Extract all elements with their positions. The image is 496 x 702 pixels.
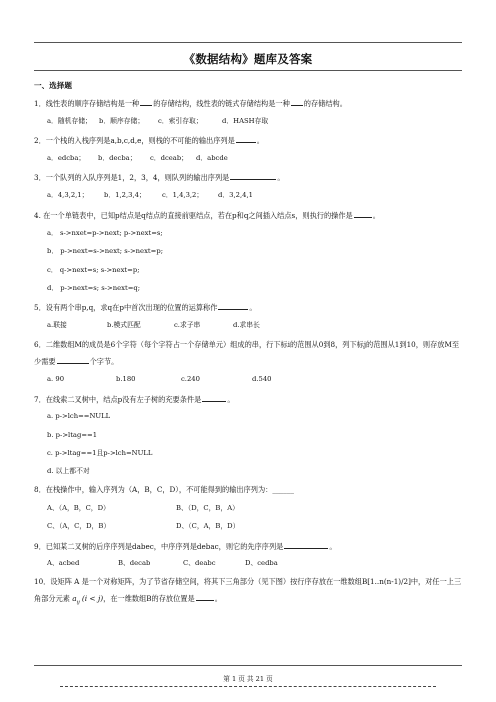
q1-option-d: d．HASH存取 bbox=[222, 117, 269, 125]
q7-option-a: a. p->lch==NULL bbox=[47, 412, 111, 420]
page-number: 第 1 页 共 21 页 bbox=[223, 675, 273, 683]
answer-blank bbox=[218, 301, 248, 310]
question-2: 2．一个栈的入栈序列是a,b,c,d,e，则栈的不可能的输出序列是 。 bbox=[34, 136, 264, 145]
q5-option-c: c.求子串 bbox=[174, 321, 201, 329]
q9-option-a: A、acbed bbox=[47, 559, 80, 567]
q5-option-d: d.求串长 bbox=[233, 321, 260, 329]
answer-blank bbox=[291, 97, 303, 106]
q8-option-a: A、（A，B，C，D） bbox=[47, 504, 110, 512]
matrix-element-formula: $a_{ij}$ (i < j) bbox=[72, 594, 104, 606]
q3-option-a: a．4,3,2,1； bbox=[47, 191, 89, 199]
answer-blank bbox=[202, 393, 226, 402]
section-heading: 一、选择题 bbox=[34, 81, 72, 90]
question-7: 7．在线索二叉树中，结点p没有左子树的充要条件是 。 bbox=[34, 395, 235, 404]
title-underline bbox=[34, 70, 462, 71]
q6-option-a: a. 90 bbox=[47, 375, 65, 383]
question-5: 5．设有两个串p,q，求q在p中首次出现的位置的运算称作 。 bbox=[34, 303, 257, 312]
q5-option-b: b.模式匹配 bbox=[107, 321, 141, 329]
answer-blank bbox=[196, 592, 214, 601]
q3-option-d: d．3,2,4,1 bbox=[218, 191, 253, 199]
q2-option-c: c．dceab； bbox=[150, 154, 188, 162]
q8-option-d: D、（C，A，B，D） bbox=[176, 522, 240, 530]
q2-option-d: d．abcde bbox=[196, 154, 228, 162]
q7-option-d: d. 以上都不对 bbox=[47, 467, 90, 475]
page-title: 《数据结构》题库及答案 bbox=[183, 52, 313, 66]
q4-option-a: a． s->nxet=p->next; p->next=s; bbox=[47, 229, 163, 237]
q4-option-d: d． p->next=s; s->next=q; bbox=[47, 284, 141, 292]
question-3: 3．一个队列的入队序列是1，2，3，4，则队列的输出序列是 。 bbox=[34, 173, 285, 182]
question-9: 9．已知某二叉树的后序序列是dabec，中序序列是debac，则它的先序序列是 。 bbox=[34, 542, 337, 551]
q9-option-b: B、decab bbox=[118, 559, 151, 567]
q8-option-b: B、（D，C，B，A） bbox=[176, 504, 239, 512]
question-10: 10．设矩阵 A 是一个对称矩阵，为了节省存储空间，将其下三角部分（见下图）按行序存放在一维数组B[1..n(n-1)/2]中，对任一上三角部分元素 $a_{ij}$ (i < j)，在一维数组B的存放位置是 。 bbox=[34, 577, 462, 606]
q2-option-a: a．edcba； bbox=[47, 154, 86, 162]
answer-blank bbox=[354, 209, 372, 218]
q6-option-d: d.540 bbox=[252, 375, 272, 383]
q4-option-b: b． p->next=s->next; s->next=p; bbox=[47, 247, 163, 255]
answer-blank bbox=[140, 97, 152, 106]
answer-blank bbox=[236, 134, 256, 143]
footer-rule bbox=[34, 665, 462, 666]
q3-option-c: c．1,4,3,2； bbox=[162, 191, 204, 199]
q6-option-b: b.180 bbox=[116, 375, 136, 383]
q8-option-c: C、（A，C，D，B） bbox=[47, 522, 111, 530]
q3-option-b: b．1,2,3,4； bbox=[104, 191, 146, 199]
q9-option-c: C、deabc bbox=[183, 559, 216, 567]
answer-blank bbox=[284, 540, 328, 549]
answer-blank bbox=[230, 171, 276, 180]
q1-option-c: c．索引存取； bbox=[158, 117, 203, 125]
q9-option-d: D、cedba bbox=[245, 559, 278, 567]
question-1: 1．线性表的顺序存储结构是一种 的存储结构，线性表的链式存储结构是一种 的存储结构。 bbox=[34, 99, 347, 108]
q1-option-b: b．顺序存储； bbox=[99, 117, 145, 125]
question-6: 6．二维数组M的成员是6个字符（每个字符占一个存储单元）组成的串，行下标i的范围从0到8，列下标j的范围从1到10，则存放M至少需要 个字节。 bbox=[34, 340, 460, 366]
q7-option-b: b. p->ltag==1 bbox=[47, 431, 98, 439]
q6-option-c: c.240 bbox=[181, 375, 200, 383]
dashed-divider bbox=[60, 686, 436, 687]
q7-option-c: c. p->ltag==1且p->lch=NULL bbox=[47, 449, 153, 457]
q1-option-a: a．随机存储； bbox=[47, 117, 92, 125]
question-4: 4. 在一个单链表中，已知p结点是q结点的直接前驱结点，若在p和q之间插入结点s，则执行的操作是 。 bbox=[34, 211, 380, 220]
question-8: 8．在栈操作中，输入序列为（A，B，C，D），不可能得到的输出序列为：______ bbox=[34, 485, 294, 494]
q4-option-c: c． q->next=s; s->next=p; bbox=[47, 266, 140, 274]
q5-option-a: a.联接 bbox=[47, 321, 67, 329]
q2-option-b: b．decba； bbox=[98, 154, 137, 162]
header-rule bbox=[34, 42, 462, 43]
answer-blank bbox=[57, 355, 89, 364]
